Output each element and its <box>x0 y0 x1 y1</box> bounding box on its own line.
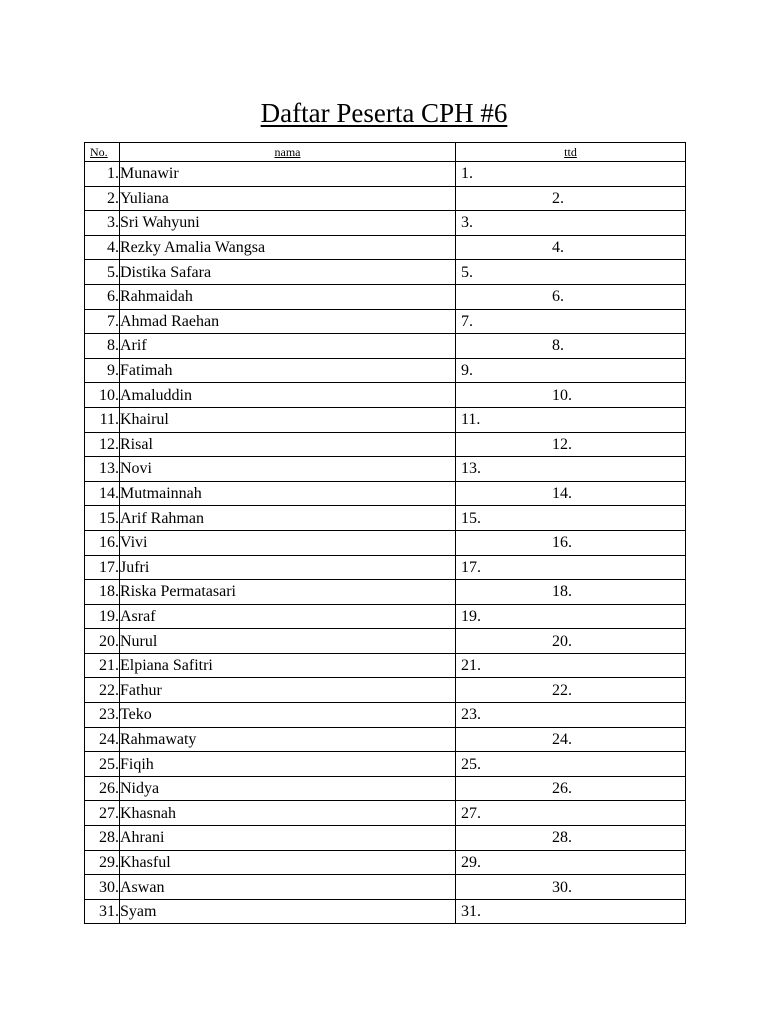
table-row <box>85 506 686 531</box>
signature-slot: 1. <box>456 162 686 187</box>
table-row <box>85 260 686 285</box>
table-row <box>85 875 686 900</box>
table-row <box>85 629 686 654</box>
table-row <box>85 432 686 457</box>
participant-name: Elpiana Safitri <box>120 653 456 678</box>
signature-slot: 3. <box>456 211 686 236</box>
table-row <box>85 899 686 924</box>
table-row <box>85 407 686 432</box>
table-row <box>85 752 686 777</box>
signature-slot: 16. <box>456 530 686 555</box>
participant-name: Aswan <box>120 875 456 900</box>
table-row <box>85 186 686 211</box>
table-row <box>85 162 686 187</box>
signature-slot: 25. <box>456 752 686 777</box>
table-row <box>85 481 686 506</box>
table-row <box>85 678 686 703</box>
row-number: 28. <box>85 826 120 851</box>
participant-name: Arif Rahman <box>120 506 456 531</box>
table-header-row <box>85 143 686 162</box>
participant-name: Nidya <box>120 776 456 801</box>
row-number: 6. <box>85 284 120 309</box>
signature-slot: 6. <box>456 284 686 309</box>
participant-name: Fatimah <box>120 358 456 383</box>
participant-name: Arif <box>120 334 456 359</box>
signature-slot: 8. <box>456 334 686 359</box>
row-number: 25. <box>85 752 120 777</box>
row-number: 9. <box>85 358 120 383</box>
participant-name: Asraf <box>120 604 456 629</box>
signature-slot: 10. <box>456 383 686 408</box>
table-row <box>85 776 686 801</box>
table-row <box>85 727 686 752</box>
signature-slot: 5. <box>456 260 686 285</box>
table-row <box>85 530 686 555</box>
participant-name: Risal <box>120 432 456 457</box>
row-number: 12. <box>85 432 120 457</box>
table-row <box>85 580 686 605</box>
table-row <box>85 358 686 383</box>
signature-slot: 18. <box>456 580 686 605</box>
table-row <box>85 555 686 580</box>
participant-name: Khasnah <box>120 801 456 826</box>
row-number: 8. <box>85 334 120 359</box>
signature-slot: 21. <box>456 653 686 678</box>
row-number: 29. <box>85 850 120 875</box>
participant-name: Ahmad Raehan <box>120 309 456 334</box>
table-row <box>85 653 686 678</box>
signature-slot: 9. <box>456 358 686 383</box>
table-row <box>85 309 686 334</box>
signature-slot: 12. <box>456 432 686 457</box>
row-number: 18. <box>85 580 120 605</box>
signature-slot: 4. <box>456 235 686 260</box>
signature-slot: 23. <box>456 703 686 728</box>
row-number: 13. <box>85 457 120 482</box>
signature-slot: 17. <box>456 555 686 580</box>
row-number: 19. <box>85 604 120 629</box>
table-row <box>85 235 686 260</box>
participant-name: Teko <box>120 703 456 728</box>
header-no: No. <box>85 143 120 162</box>
table-row <box>85 284 686 309</box>
signature-slot: 2. <box>456 186 686 211</box>
participant-name: Vivi <box>120 530 456 555</box>
row-number: 22. <box>85 678 120 703</box>
header-nama: nama <box>120 143 456 162</box>
signature-slot: 28. <box>456 826 686 851</box>
participant-name: Riska Permatasari <box>120 580 456 605</box>
table-row <box>85 211 686 236</box>
row-number: 7. <box>85 309 120 334</box>
participant-name: Amaluddin <box>120 383 456 408</box>
signature-slot: 26. <box>456 776 686 801</box>
row-number: 30. <box>85 875 120 900</box>
row-number: 20. <box>85 629 120 654</box>
row-number: 5. <box>85 260 120 285</box>
signature-slot: 11. <box>456 407 686 432</box>
participant-name: Khasful <box>120 850 456 875</box>
row-number: 31. <box>85 899 120 924</box>
participant-name: Rahmawaty <box>120 727 456 752</box>
signature-slot: 14. <box>456 481 686 506</box>
row-number: 23. <box>85 703 120 728</box>
participant-name: Jufri <box>120 555 456 580</box>
signature-slot: 22. <box>456 678 686 703</box>
participant-name: Rahmaidah <box>120 284 456 309</box>
participant-name: Fathur <box>120 678 456 703</box>
participant-name: Rezky Amalia Wangsa <box>120 235 456 260</box>
signature-slot: 15. <box>456 506 686 531</box>
participant-name: Distika Safara <box>120 260 456 285</box>
signature-slot: 20. <box>456 629 686 654</box>
table-row <box>85 850 686 875</box>
signature-slot: 24. <box>456 727 686 752</box>
row-number: 21. <box>85 653 120 678</box>
table-row <box>85 826 686 851</box>
header-ttd: ttd <box>456 143 686 162</box>
participant-name: Novi <box>120 457 456 482</box>
row-number: 11. <box>85 407 120 432</box>
participant-name: Munawir <box>120 162 456 187</box>
table-row <box>85 457 686 482</box>
row-number: 4. <box>85 235 120 260</box>
participant-name: Mutmainnah <box>120 481 456 506</box>
row-number: 27. <box>85 801 120 826</box>
row-number: 10. <box>85 383 120 408</box>
participant-name: Syam <box>120 899 456 924</box>
participant-name: Khairul <box>120 407 456 432</box>
signature-slot: 29. <box>456 850 686 875</box>
participant-name: Nurul <box>120 629 456 654</box>
row-number: 1. <box>85 162 120 187</box>
table-row <box>85 703 686 728</box>
row-number: 26. <box>85 776 120 801</box>
signature-slot: 13. <box>456 457 686 482</box>
signature-slot: 27. <box>456 801 686 826</box>
table-row <box>85 334 686 359</box>
row-number: 3. <box>85 211 120 236</box>
row-number: 16. <box>85 530 120 555</box>
row-number: 24. <box>85 727 120 752</box>
row-number: 17. <box>85 555 120 580</box>
row-number: 15. <box>85 506 120 531</box>
table-body <box>85 162 686 924</box>
signature-slot: 31. <box>456 899 686 924</box>
participant-name: Sri Wahyuni <box>120 211 456 236</box>
signature-slot: 30. <box>456 875 686 900</box>
table-row <box>85 383 686 408</box>
signature-slot: 19. <box>456 604 686 629</box>
participant-name: Fiqih <box>120 752 456 777</box>
participant-name: Ahrani <box>120 826 456 851</box>
row-number: 14. <box>85 481 120 506</box>
signature-slot: 7. <box>456 309 686 334</box>
participant-name: Yuliana <box>120 186 456 211</box>
table-row <box>85 801 686 826</box>
page-title: Daftar Peserta CPH #6 <box>260 98 508 128</box>
participant-table <box>84 142 686 924</box>
row-number: 2. <box>85 186 120 211</box>
table-row <box>85 604 686 629</box>
